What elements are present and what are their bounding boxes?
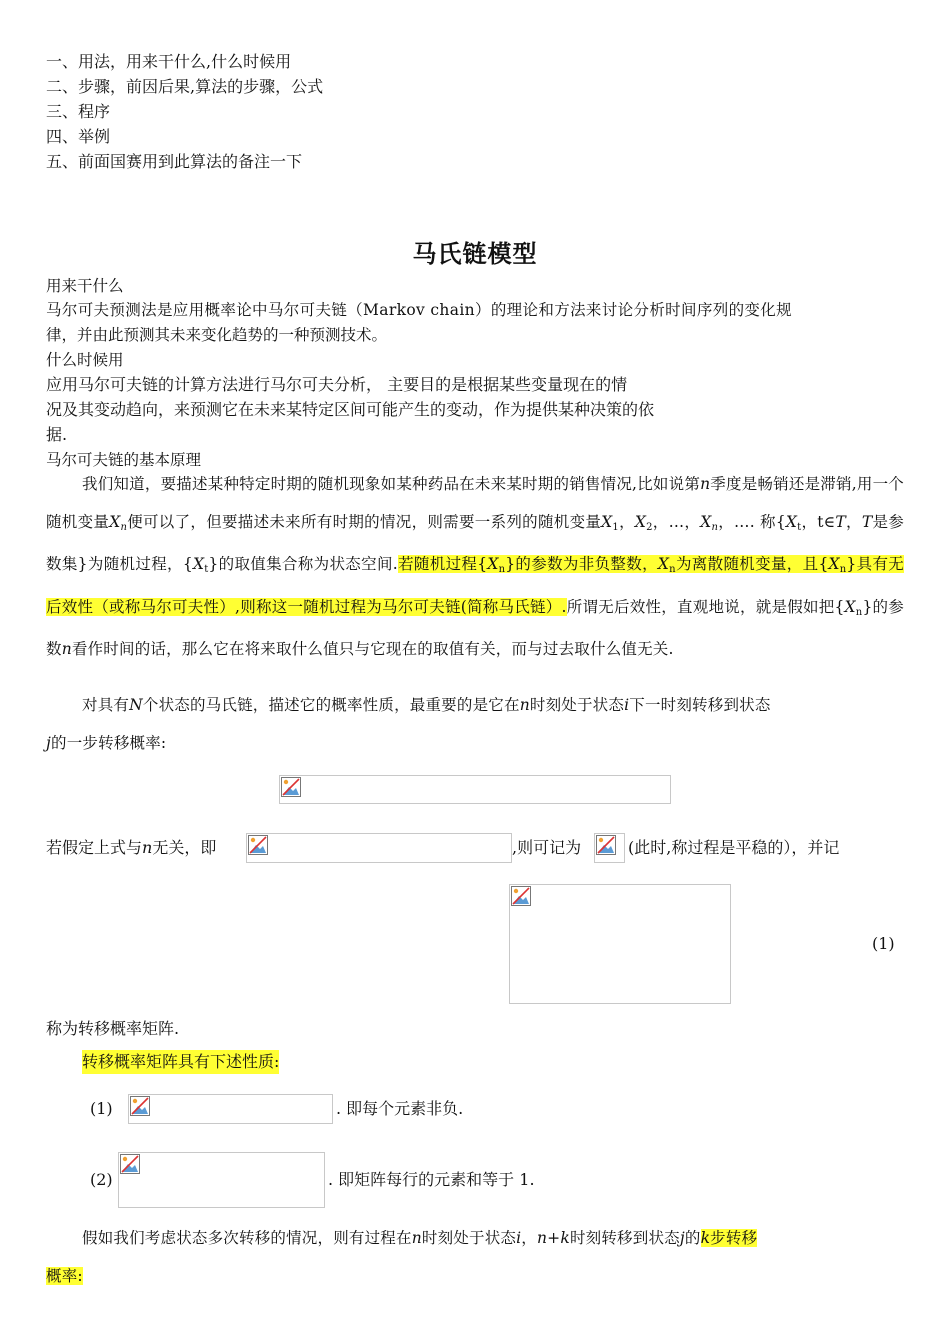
equation-label: (1) — [872, 934, 895, 953]
property-label: (1) — [90, 1099, 113, 1118]
formula-image-placeholder — [279, 775, 671, 804]
assume-line-mid: ,则可记为 — [512, 838, 582, 857]
property-text: . 即每个元素非负. — [336, 1099, 464, 1118]
assume-line-end: (此时,称过程是平稳的），并记 — [628, 838, 840, 857]
transition-paragraph: 对具有N个状态的马氏链，描述它的概率性质，最重要的是它在n时刻处于状态i下一时刻转移到状态 j的一步转移概率: — [46, 696, 771, 752]
use-text: 律，并由此预测其未来变化趋势的一种预测技术。 — [46, 326, 388, 344]
broken-image-icon — [596, 835, 616, 855]
matrix-image-placeholder — [509, 884, 731, 1004]
use-text: 马尔可夫预测法是应用概率论中马尔可夫链（Markov chain）的理论和方法来讨论分析时间序列的变化规 — [46, 301, 792, 319]
assume-line: 若假定上式与n无关，即 — [46, 838, 217, 857]
broken-image-icon — [248, 835, 268, 855]
matrix-caption: 称为转移概率矩阵. — [46, 1019, 180, 1038]
formula-image-placeholder — [128, 1094, 333, 1124]
properties-heading: 转移概率矩阵具有下述性质: — [82, 1050, 279, 1074]
when-text: 应用马尔可夫链的计算方法进行马尔可夫分析， 主要目的是根据某些变量现在的情 — [46, 375, 628, 394]
broken-image-icon — [120, 1154, 140, 1174]
section-heading-principle: 马尔可夫链的基本原理 — [46, 451, 202, 469]
highlight-k-step: k步转移 — [700, 1229, 758, 1247]
var-x: X — [109, 512, 121, 531]
when-text: 况及其变动趋向，来预测它在未来某特定区间可能产生的变动，作为提供某种决策的依 — [46, 400, 655, 419]
principle-paragraph: 我们知道，要描述某种特定时期的随机现象如某种药品在未来某时期的销售情况,比如说第n季度是畅销还是滞销,用一个随机变量$X_n$便可以了，但要描述未来所有时期的情况，则需要一系列的随机变量$X_1$，$X_2$，…，$X_n$，…. 称{$X_t$，t∈T，T是参数集}为随机过程，$\{X_t\}$的取值集合称为状态空间.若随机过程$\{X_n\}$的参数为非负整数，$X_n$为离散随机变量，且$\{X_n\}$具有无后效性（或称马尔可夫性）,则称这一随机过程为马尔可夫链(简称马氏链）.所谓无后效性，直观地说，就是假如把$\{X_n\}$的参数n看作时间的话，那么它在将来取什么值只与它现在的取值有关，而与过去取什么值无关. — [46, 475, 905, 658]
outline-item: 二、步骤，前因后果,算法的步骤，公式 — [46, 77, 324, 96]
broken-image-icon — [281, 777, 301, 797]
highlight-probability: 概率: — [46, 1266, 83, 1285]
outline-item: 一、用法，用来干什么,什么时候用 — [46, 52, 292, 71]
outline-item: 四、举例 — [46, 127, 111, 146]
outline-item: 五、前面国赛用到此算法的备注一下 — [46, 152, 303, 171]
k-step-paragraph: 假如我们考虑状态多次转移的情况，则有过程在n时刻处于状态i，n+k时刻转移到状态j的k步转移 概率: — [46, 1229, 758, 1285]
outline-item: 三、程序 — [46, 102, 111, 121]
broken-image-icon — [511, 886, 531, 906]
when-text: 据. — [46, 425, 68, 444]
highlight-definition: 若随机过程$\{X_n\}$的参数为非负整数，$X_n$为离散随机变量，且$\{X_n\}$具有无后效性（或称马尔可夫性）,则称这一随机过程为马尔可夫链(简称马氏链）. — [46, 555, 904, 616]
property-text: . 即矩阵每行的元素和等于 1. — [328, 1170, 535, 1189]
formula-image-placeholder — [594, 833, 625, 863]
formula-image-placeholder — [246, 833, 512, 863]
formula-image-placeholder — [118, 1152, 325, 1208]
broken-image-icon — [130, 1096, 150, 1116]
section-heading-use: 用来干什么 — [46, 277, 124, 295]
section-heading-when: 什么时候用 — [46, 351, 124, 369]
page-title: 马氏链模型 — [412, 239, 538, 268]
outline-list — [46, 50, 323, 175]
property-label: (2) — [90, 1170, 113, 1189]
